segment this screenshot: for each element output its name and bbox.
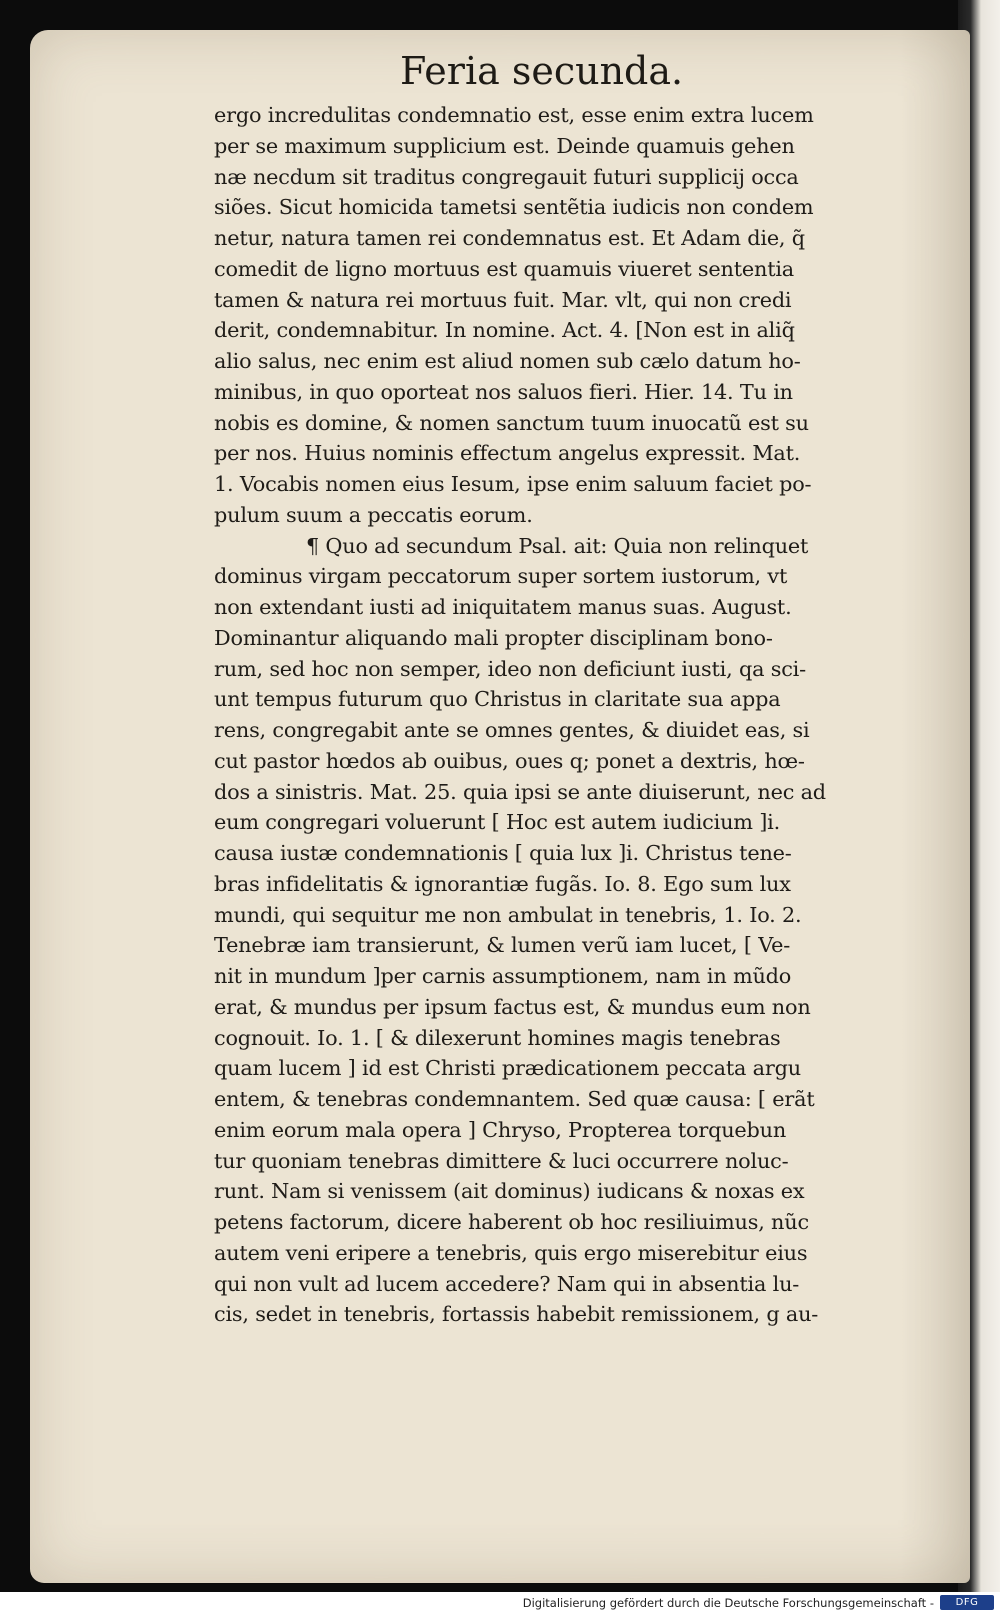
text-line: pulum suum a peccatis eorum. bbox=[214, 502, 533, 527]
text-line: bras infidelitatis & ignorantiæ fugãs. Io. 8. Ego sum lux bbox=[214, 871, 791, 896]
body-text bbox=[214, 100, 920, 1330]
running-head: Feria secunda. bbox=[400, 49, 684, 93]
text-line: næ necdum sit traditus congregauit futuri supplicij occa bbox=[214, 164, 799, 189]
text-line: tamen & natura rei mortuus fuit. Mar. vlt, qui non credi bbox=[214, 287, 792, 312]
text-line: derit, condemnabitur. In nomine. Act. 4. [Non est in aliq̃ bbox=[214, 318, 795, 343]
text-line: tur quoniam tenebras dimittere & luci occurrere noluc- bbox=[214, 1148, 789, 1173]
footer-credit: Digitalisierung gefördert durch die Deutsche Forschungsgemeinschaft - bbox=[522, 1596, 934, 1610]
text-line: cognouit. Io. 1. [ & dilexerunt homines magis tenebras bbox=[214, 1025, 781, 1050]
text-line: 1. Vocabis nomen eius Iesum, ipse enim saluum faciet po- bbox=[214, 472, 812, 496]
text-line: ergo incredulitas condemnatio est, esse enim extra lucem bbox=[214, 103, 814, 127]
text-line: ¶ Quo ad secundum Psal. ait: Quia non relinquet bbox=[306, 533, 809, 558]
text-line: eum congregari voluerunt [ Hoc est autem iudicium ]i. bbox=[214, 810, 781, 835]
text-line: comedit de ligno mortuus est quamuis viueret sententia bbox=[214, 256, 795, 281]
text-line: minibus, in quo oporteat nos saluos fieri. Hier. 14. Tu in bbox=[214, 379, 793, 404]
text-line: qui non vult ad lucem accedere? Nam qui in absentia lu- bbox=[214, 1271, 800, 1296]
text-line: rum, sed hoc non semper, ideo non deficiunt iusti, qa sci- bbox=[214, 656, 806, 681]
text-line: erat, & mundus per ipsum factus est, & mundus eum non bbox=[214, 994, 811, 1019]
text-line: petens factorum, dicere haberent ob hoc resiliuimus, nũc bbox=[214, 1210, 809, 1234]
text-line: cut pastor hœdos ab ouibus, oues q; ponet a dextris, hœ- bbox=[214, 748, 805, 773]
text-line: mundi, qui sequitur me non ambulat in tenebris, 1. Io. 2. bbox=[214, 902, 802, 927]
dfg-logo-icon: DFG bbox=[940, 1595, 994, 1610]
text-line: Tenebræ iam transierunt, & lumen verũ iam lucet, [ Ve- bbox=[214, 933, 791, 958]
text-line: per nos. Huius nominis effectum angelus expressit. Mat. bbox=[214, 441, 801, 466]
text-line: enim eorum mala opera ] Chryso, Propterea torquebun bbox=[214, 1117, 787, 1142]
text-line: causa iustæ condemnationis [ quia lux ]i. Christus tene- bbox=[214, 841, 792, 865]
text-line: rens, congregabit ante se omnes gentes, & diuidet eas, si bbox=[214, 718, 810, 742]
text-line: nit in mundum ]per carnis assumptionem, nam in mũdo bbox=[214, 964, 792, 988]
text-line: per se maximum supplicium est. Deinde quamuis gehen bbox=[214, 133, 795, 158]
text-line: quam lucem ] id est Christi prædicationem peccata argu bbox=[214, 1056, 801, 1081]
text-line: netur, natura tamen rei condemnatus est. Et Adam die, q̃ bbox=[214, 226, 805, 250]
text-line: unt tempus futurum quo Christus in claritate sua appa bbox=[214, 687, 781, 712]
text-line: cis, sedet in tenebris, fortassis habebit remissionem, g au- bbox=[214, 1302, 819, 1327]
text-line: entem, & tenebras condemnantem. Sed quæ causa: [ erãt bbox=[214, 1087, 815, 1111]
footer-bar bbox=[0, 1592, 1000, 1615]
text-line: dos a sinistris. Mat. 25. quia ipsi se ante diuiserunt, nec ad bbox=[214, 779, 826, 804]
text-line: runt. Nam si venissem (ait dominus) iudicans & noxas ex bbox=[214, 1179, 805, 1204]
text-line: autem veni eripere a tenebris, quis ergo miserebitur eius bbox=[214, 1240, 808, 1265]
text-line: siões. Sicut homicida tametsi sentẽtia iudicis non condem bbox=[214, 195, 814, 220]
text-line: non extendant iusti ad iniquitatem manus suas. August. bbox=[214, 595, 792, 619]
text-line: dominus virgam peccatorum super sortem iustorum, vt bbox=[214, 564, 788, 589]
text-line: Dominantur aliquando mali propter disciplinam bono- bbox=[214, 625, 773, 650]
text-line: nobis es domine, & nomen sanctum tuum inuocatũ est su bbox=[214, 410, 809, 435]
text-line: alio salus, nec enim est aliud nomen sub cælo datum ho- bbox=[214, 349, 801, 373]
